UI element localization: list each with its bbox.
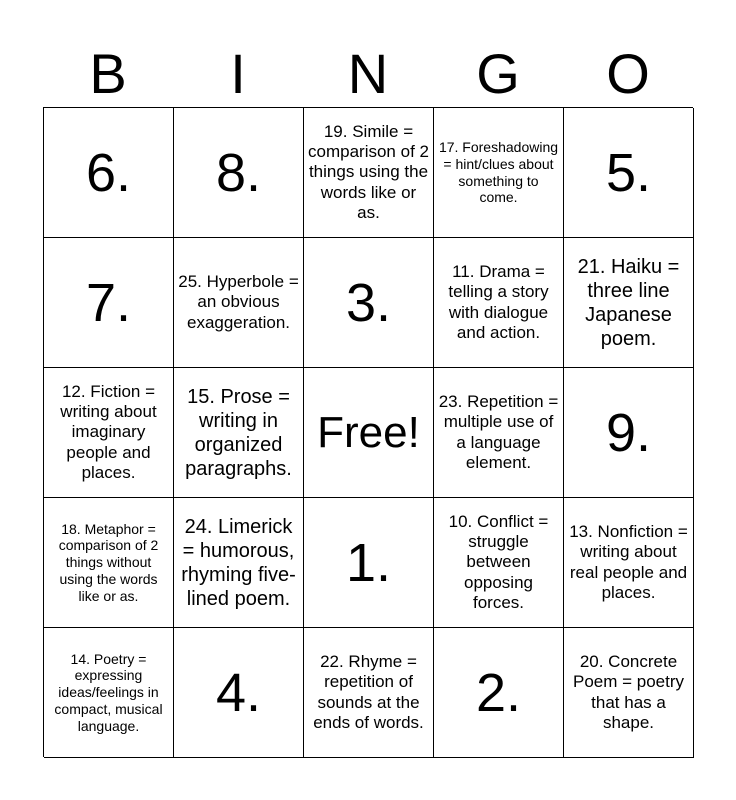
bingo-cell[interactable]: 8. xyxy=(174,108,304,238)
bingo-cell[interactable]: 10. Conflict = struggle between opposing forces. xyxy=(434,498,564,628)
header-letter-o: O xyxy=(606,42,650,105)
bingo-cell[interactable]: 11. Drama = telling a story with dialogue and action. xyxy=(434,238,564,368)
bingo-cell[interactable]: 25. Hyperbole = an obvious exaggeration. xyxy=(174,238,304,368)
header-letter-g: G xyxy=(476,42,520,105)
bingo-cell[interactable]: 24. Limerick = humorous, rhyming five-lined poem. xyxy=(174,498,304,628)
bingo-cell[interactable]: 14. Poetry = expressing ideas/feelings in compact, musical language. xyxy=(44,628,174,758)
bingo-cell[interactable]: 13. Nonfiction = writing about real people and places. xyxy=(564,498,694,628)
header-letter-i: I xyxy=(230,42,246,105)
bingo-cell[interactable]: 21. Haiku = three line Japanese poem. xyxy=(564,238,694,368)
header-letter-b: B xyxy=(89,42,127,105)
bingo-cell[interactable]: 19. Simile = comparison of 2 things using the words like or as. xyxy=(304,108,434,238)
bingo-cell[interactable]: 23. Repetition = multiple use of a language element. xyxy=(434,368,564,498)
bingo-cell[interactable]: 12. Fiction = writing about imaginary people and places. xyxy=(44,368,174,498)
bingo-cell[interactable]: 4. xyxy=(174,628,304,758)
bingo-cell[interactable]: 15. Prose = writing in organized paragraphs. xyxy=(174,368,304,498)
bingo-cell[interactable]: 7. xyxy=(44,238,174,368)
bingo-cell[interactable]: 2. xyxy=(434,628,564,758)
bingo-cell[interactable]: 9. xyxy=(564,368,694,498)
bingo-cell[interactable]: 18. Metaphor = comparison of 2 things without using the words like or as. xyxy=(44,498,174,628)
bingo-cell[interactable]: 3. xyxy=(304,238,434,368)
header-letter-n: N xyxy=(347,42,389,105)
free-space-cell[interactable]: Free! xyxy=(304,368,434,498)
bingo-cell[interactable]: 22. Rhyme = repetition of sounds at the ends of words. xyxy=(304,628,434,758)
bingo-grid xyxy=(43,107,693,757)
bingo-header xyxy=(43,40,693,108)
bingo-cell[interactable]: 6. xyxy=(44,108,174,238)
bingo-cell[interactable]: 1. xyxy=(304,498,434,628)
bingo-cell[interactable]: 20. Concrete Poem = poetry that has a shape. xyxy=(564,628,694,758)
bingo-cell[interactable]: 5. xyxy=(564,108,694,238)
bingo-cell[interactable]: 17. Foreshadowing = hint/clues about something to come. xyxy=(434,108,564,238)
